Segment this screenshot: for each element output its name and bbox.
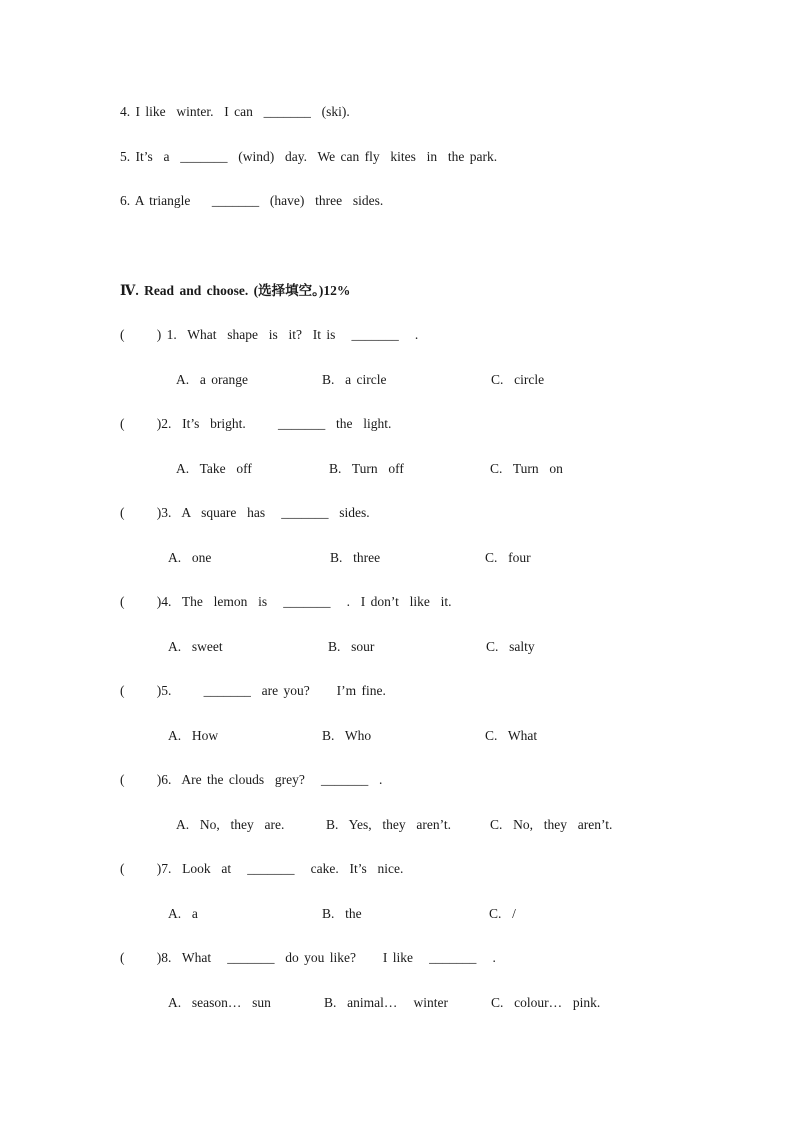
option-b: B. sour [328,639,375,654]
fill-item: 6. A triangle _______ (have) three sides. [120,193,384,208]
question-stem: ( )3. A square has _______ sides. [120,505,370,520]
question-stem: ( ) 1. What shape is it? It is _______ . [120,327,419,342]
fill-item: 4. I like winter. I can _______ (ski). [120,104,350,119]
option-c: C. Turn on [490,461,563,476]
option-a: A. a orange [176,372,248,387]
option-a: A. season… sun [168,995,271,1010]
option-b: B. Who [322,728,372,743]
section-title: Ⅳ. Read and choose. (选择填空。)12% [120,283,351,298]
option-c: C. colour… pink. [491,995,601,1010]
option-a: A. one [168,550,212,565]
option-b: B. the [322,906,362,921]
option-c: C. No, they aren’t. [490,817,613,832]
fill-item: 5. It’s a _______ (wind) day. We can fly kites in the park. [120,149,498,164]
option-a: A. No, they are. [176,817,285,832]
option-b: B. Turn off [329,461,404,476]
option-b: B. three [330,550,381,565]
question-stem: ( )8. What _______ do you like? I like _______ . [120,950,496,965]
option-a: A. a [168,906,198,921]
option-c: C. / [489,906,516,921]
question-stem: ( )7. Look at _______ cake. It’s nice. [120,861,404,876]
option-b: B. a circle [322,372,387,387]
option-c: C. salty [486,639,535,654]
question-stem: ( )5. _______ are you? I’m fine. [120,683,386,698]
option-a: A. Take off [176,461,252,476]
option-b: B. animal… winter [324,995,448,1010]
option-a: A. sweet [168,639,223,654]
question-stem: ( )4. The lemon is _______ . I don’t like it. [120,594,452,609]
option-b: B. Yes, they aren’t. [326,817,451,832]
question-stem: ( )6. Are the clouds grey? _______ . [120,772,383,787]
option-c: C. What [485,728,538,743]
option-c: C. four [485,550,531,565]
question-stem: ( )2. It’s bright. _______ the light. [120,416,392,431]
option-c: C. circle [491,372,545,387]
option-a: A. How [168,728,219,743]
